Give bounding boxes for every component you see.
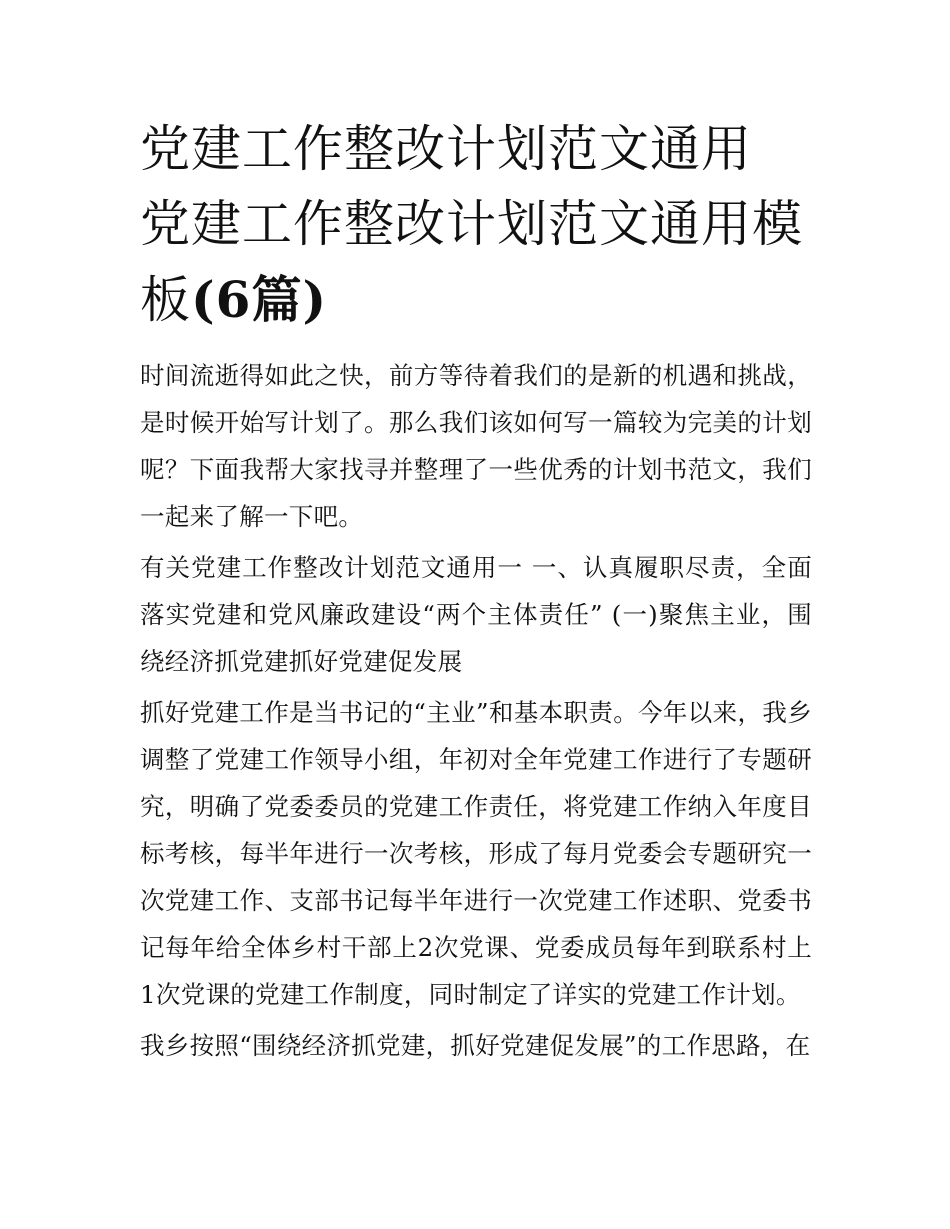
document-title-count: (6篇) (191, 270, 328, 329)
document-body (140, 352, 812, 1069)
paragraph-party-building-duty: 抓好党建工作是当书记的“主业”和基本职责。今年以来，我乡调整了党建工作领导小组，年初对全年党建工作进行了专题研究，明确了党委委员的党建工作责任，将党建工作纳入年度目标考核，每半年进行一次考核，形成了每月党委会专题研究一次党建工作、支部书记每半年进行一次党建工作述职、党委书记每年给全体乡村干部上2次党课、党委成员每年到联系村上1次党课的党建工作制度，同时制定了详实的党建工作计划。 (140, 698, 812, 1009)
document-title-main: 党建工作整改计划范文通用 党建工作整改计划范文通用模板 (140, 120, 803, 329)
document-title (140, 112, 812, 338)
document-content (140, 112, 812, 1069)
paragraph-intro: 时间流逝得如此之快，前方等待着我们的是新的机遇和挑战，是时候开始写计划了。那么我们该如何写一篇较为完美的计划呢？下面我帮大家找寻并整理了一些优秀的计划书范文，我们一起来了解一下吧。 (140, 361, 812, 531)
paragraph-section-heading: 有关党建工作整改计划范文通用一 一、认真履职尽责，全面落实党建和党风廉政建设“两个主体责任” (一)聚焦主业，围绕经济抓党建抓好党建促发展 (140, 553, 812, 676)
paragraph-work-approach: 我乡按照“围绕经济抓党建，抓好党建促发展”的工作思路，在 (140, 1031, 811, 1060)
